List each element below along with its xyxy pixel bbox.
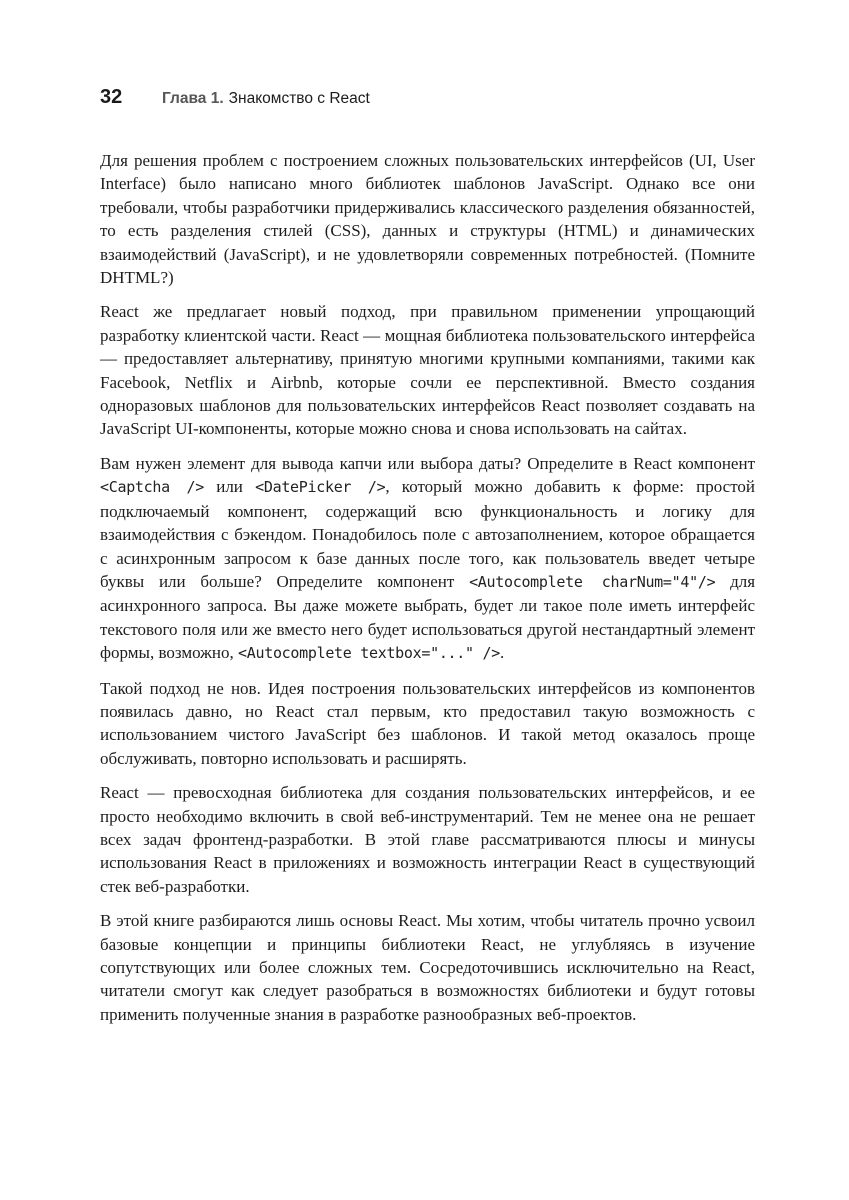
chapter-title: Знакомство с React <box>228 90 370 107</box>
paragraph-text: , который можно добавить к форме: простой подключаемый компонент, содержащий всю функциональность и логику для взаимодействия с бэкендом. Понадобилось поле с автозаполнением, которое обращается с асинхронным запросом к базе данных после того, как пользователь введет четыре буквы или больше? Определите компонент <box>100 477 756 591</box>
paragraph-text: для асинхронного запроса. Вы даже можете выбрать, будет ли такое поле иметь интерфейс текстового поля или же вместо него будет использоваться другой нестандартный элемент формы, возможно, <box>100 571 756 663</box>
chapter-label: Глава 1. <box>162 90 224 107</box>
paragraph-text: React же предлагает новый подход, при правильном применении упрощающий разработку клиентской части. React — мощная библиотека пользовательского интерфейса — предоставляет альтернативу, принятую многими крупными компаниями, такими как Facebook, Netflix и Airbnb, которые сочли ее перспективной. Вместо создания одноразовых шаблонов для пользовательских интерфейсов React позволяет создавать на JavaScript UI-компоненты, которые можно снова и снова использовать на сайтах. <box>100 302 755 439</box>
paragraph-text: В этой книге разбираются лишь основы React. Мы хотим, чтобы читатель прочно усвоил базовые концепции и принципы библиотеки React, не углубляясь в изучение сопутствующих или более сложных тем. Сосредоточившись исключительно на React, читатели смогут как следует разобраться в возможностях библиотеки и будут готовы применить полученные знания в разработке разнообразных веб-проектов. <box>100 911 755 1024</box>
body-paragraph <box>100 300 755 440</box>
page-body <box>100 149 755 1026</box>
body-paragraph <box>100 452 755 666</box>
paragraph-text: или <box>204 477 256 497</box>
inline-code-datepicker: <DatePicker /> <box>255 478 386 497</box>
body-paragraph <box>100 677 755 771</box>
paragraph-text: React — превосходная библиотека для создания пользовательских интерфейсов, и ее просто необходимо включить в свой веб-инструментарий. Тем не менее она не решает всех задач фронтенд-разработки. В этой главе рассматриваются плюсы и минусы использования React в приложениях и возможность интеграции React в существующий стек веб-разработки. <box>100 783 755 896</box>
paragraph-text: Вам нужен элемент для вывода капчи или выбора даты? Определите в React компонент <box>100 453 755 473</box>
body-paragraph <box>100 149 755 289</box>
page-number: 32 <box>100 86 123 108</box>
inline-code-autocomplete-charnum: <Autocomplete charNum="4"/> <box>469 572 716 591</box>
running-head <box>100 86 755 109</box>
paragraph-text: Для решения проблем с построением сложных пользовательских интерфейсов (UI, User Interface) было написано много библиотек шаблонов JavaScript. Однако все они требовали, чтобы разработчики придерживались классического разделения обязанностей, то есть разделения стилей (CSS), данных и структуры (HTML) и динамических взаимодействий (JavaScript), и не удовлетворяли современных потребностей. (Помните DHTML?) <box>100 151 755 288</box>
paragraph-text: . <box>499 643 505 663</box>
inline-code-captcha: <Captcha /> <box>100 478 205 497</box>
body-paragraph <box>100 781 755 898</box>
body-paragraph <box>100 909 755 1026</box>
inline-code-autocomplete-textbox: <Autocomplete textbox="..." /> <box>238 644 500 663</box>
paragraph-text: Такой подход не нов. Идея построения пользовательских интерфейсов из компонентов появилась давно, но React стал первым, кто предоставил такую возможность с использованием чистого JavaScript без шаблонов. И такой метод оказалось проще обслуживать, повторно использовать и расширять. <box>100 678 755 768</box>
